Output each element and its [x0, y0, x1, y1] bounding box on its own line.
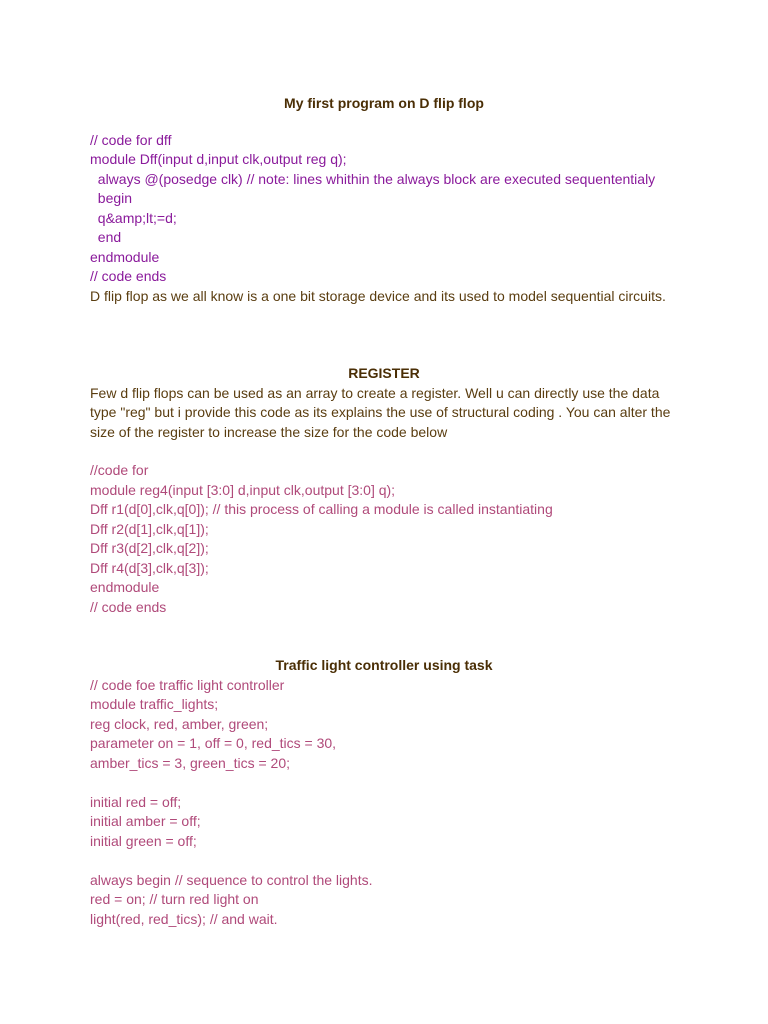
- code-line: Dff r4(d[3],clk,q[3]);: [90, 560, 209, 576]
- code-line: module traffic_lights;: [90, 696, 219, 712]
- code-line: Dff r3(d[2],clk,q[2]);: [90, 540, 209, 556]
- code-line: light(red, red_tics); // and wait.: [90, 911, 278, 927]
- code-line: // code for dff: [90, 132, 172, 148]
- code-line: //code for: [90, 462, 149, 478]
- section-title-traffic-light: Traffic light controller using task: [275, 657, 493, 673]
- code-line: always @(posedge clk) // note: lines whithin the always block are executed sequententialy: [90, 171, 656, 187]
- code-line: begin: [90, 190, 133, 206]
- code-line: initial red = off;: [90, 794, 182, 810]
- code-line: // code foe traffic light controller: [90, 677, 285, 693]
- code-line: // code ends: [90, 599, 167, 615]
- code-line: // code ends: [90, 268, 167, 284]
- code-line: q&amp;lt;=d;: [90, 210, 177, 226]
- code-line: reg clock, red, amber, green;: [90, 716, 269, 732]
- section-title-dff: My first program on D flip flop: [284, 95, 484, 111]
- code-line: endmodule: [90, 579, 160, 595]
- code-line: red = on; // turn red light on: [90, 891, 259, 907]
- code-line: amber_tics = 3, green_tics = 20;: [90, 755, 290, 771]
- code-line: initial amber = off;: [90, 813, 201, 829]
- paragraph-line: type "reg" but i provide this code as its explains the use of structural coding . You can alter the: [90, 404, 671, 420]
- code-line: module Dff(input d,input clk,output reg q);: [90, 151, 347, 167]
- code-line: Dff r1(d[0],clk,q[0]); // this process of calling a module is called instantiating: [90, 501, 553, 517]
- code-line: Dff r2(d[1],clk,q[1]);: [90, 521, 209, 537]
- code-line: parameter on = 1, off = 0, red_tics = 30,: [90, 735, 337, 751]
- code-line: module reg4(input [3:0] d,input clk,output [3:0] q);: [90, 482, 396, 498]
- code-line: initial green = off;: [90, 833, 197, 849]
- code-line: endmodule: [90, 249, 160, 265]
- paragraph-line: Few d flip flops can be used as an array to create a register. Well u can directly use the data: [90, 385, 660, 401]
- code-line: always begin // sequence to control the lights.: [90, 872, 373, 888]
- section-title-register: REGISTER: [348, 365, 420, 381]
- paragraph-line: size of the register to increase the size for the code below: [90, 424, 448, 440]
- dff-description: D flip flop as we all know is a one bit storage device and its used to model sequential circuits.: [90, 288, 666, 304]
- code-line: end: [90, 229, 122, 245]
